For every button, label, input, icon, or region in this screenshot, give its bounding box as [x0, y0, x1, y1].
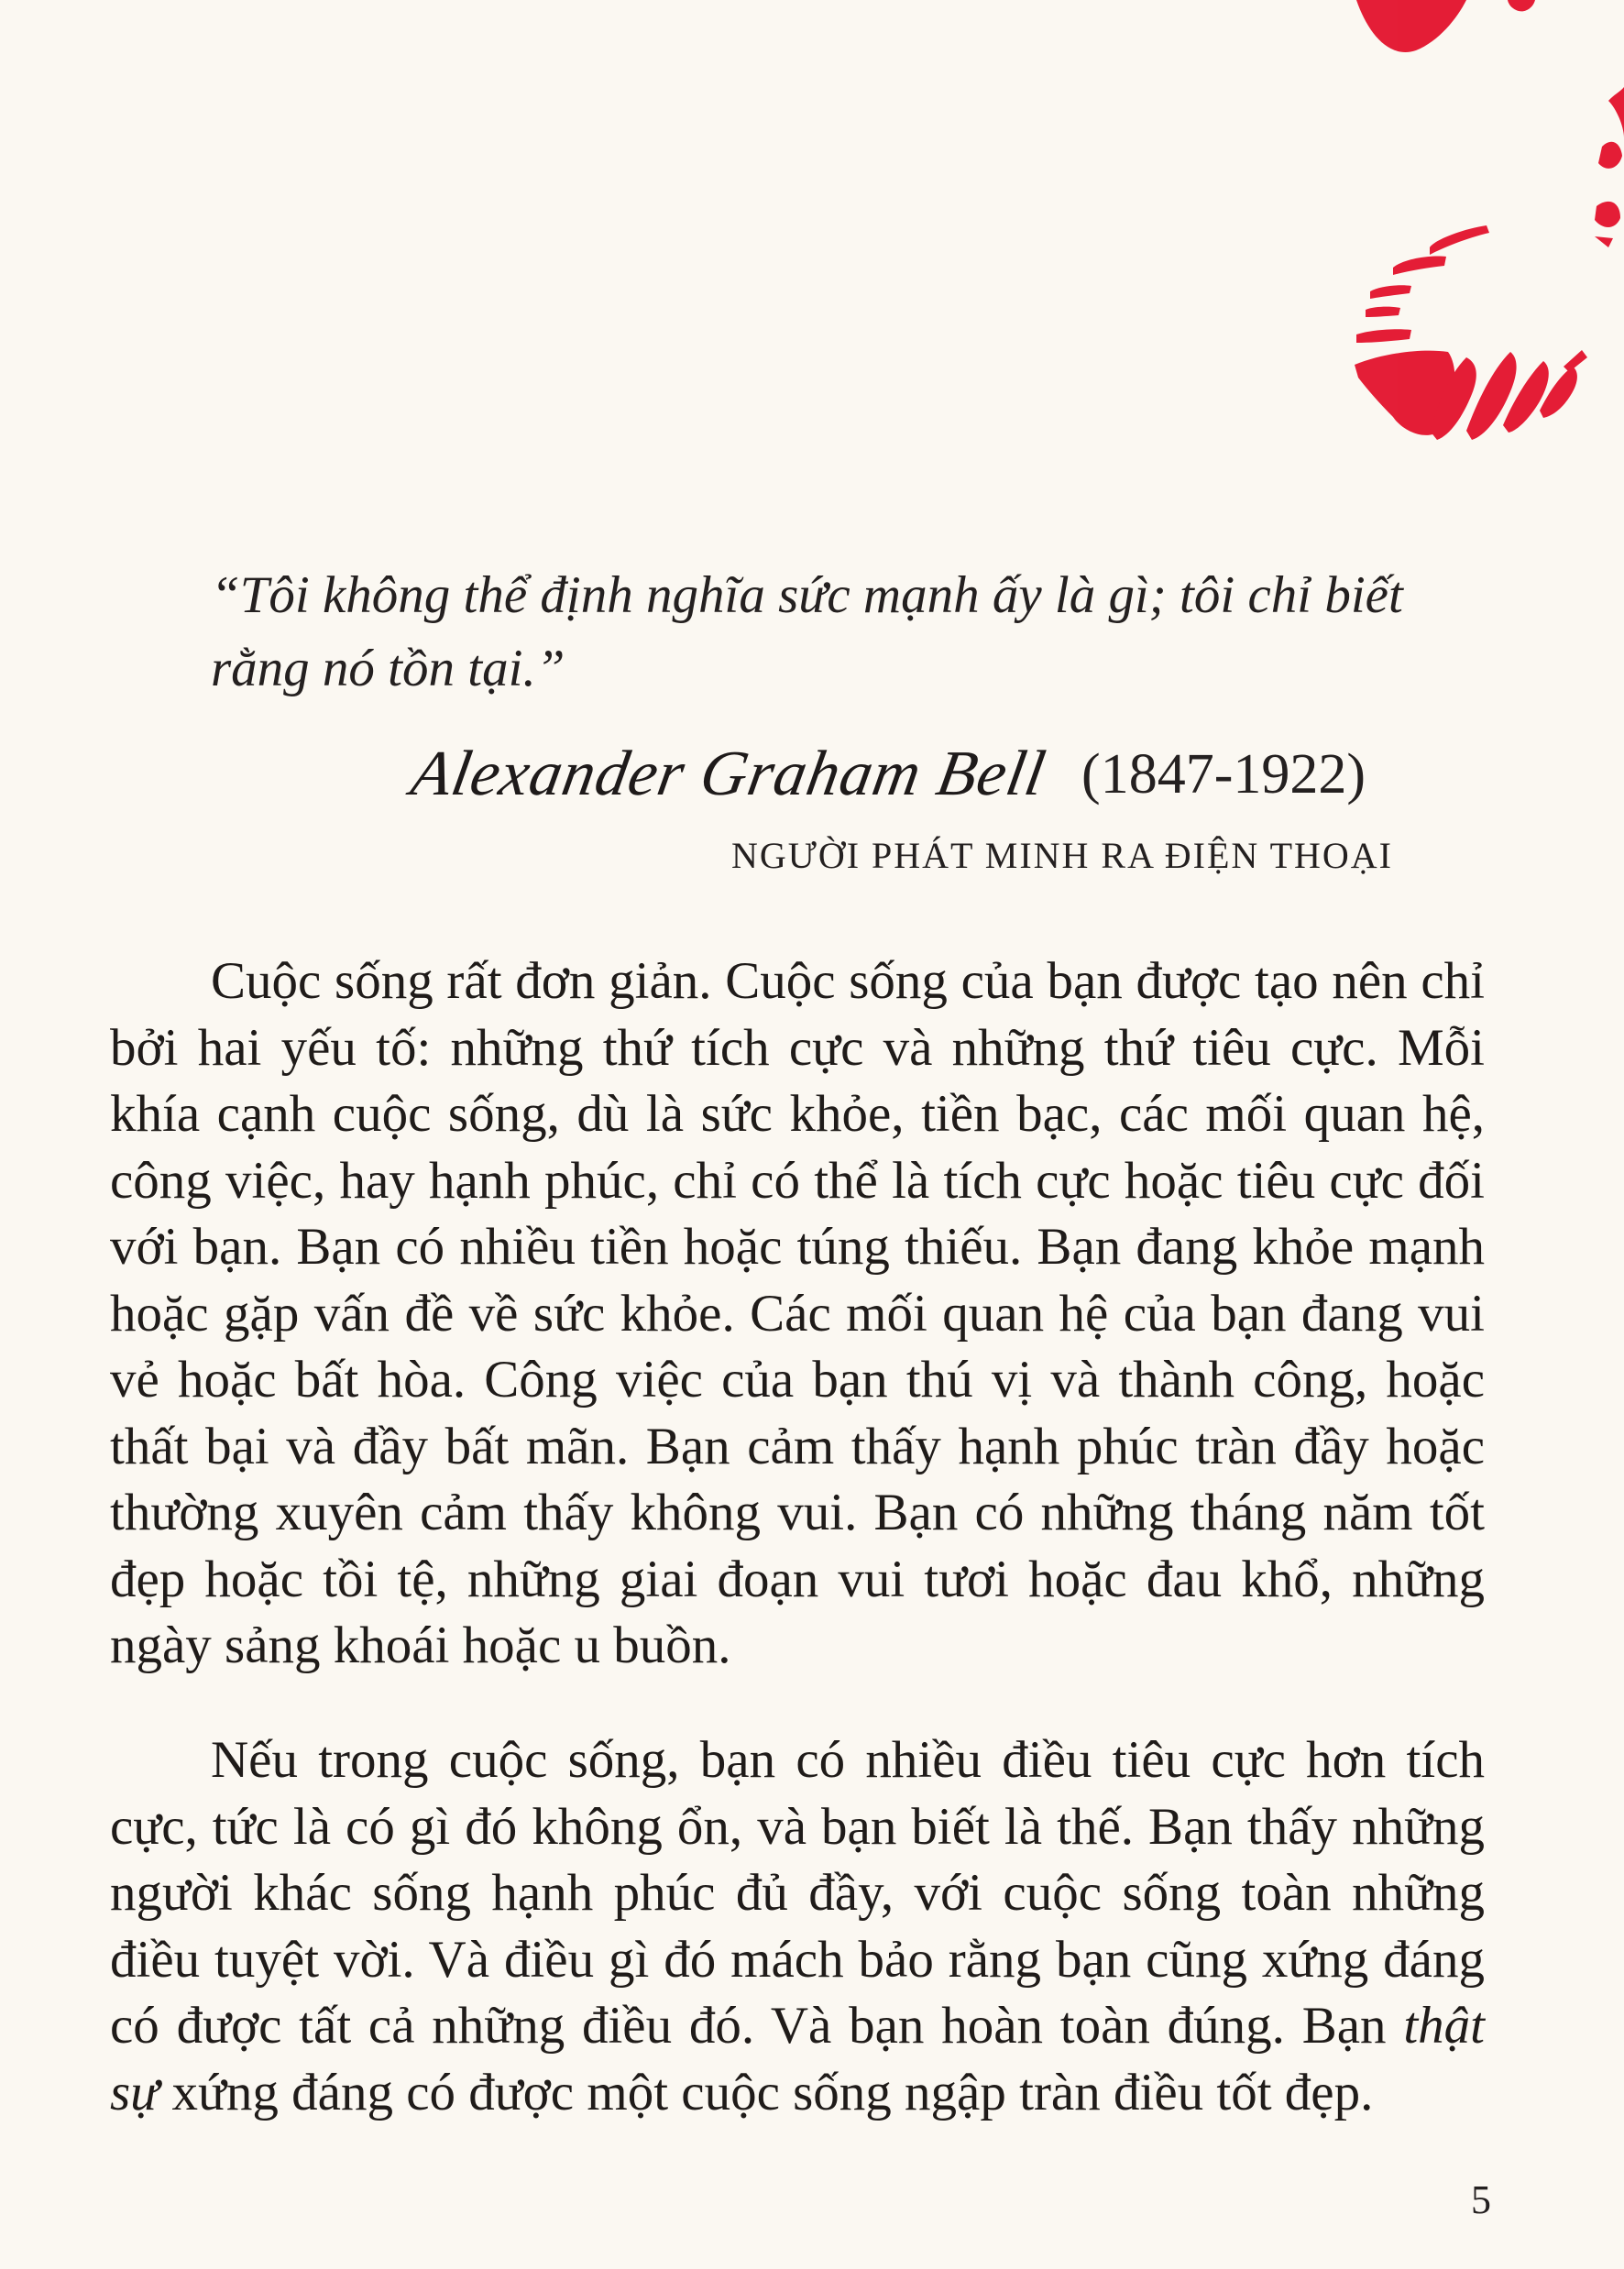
author-years: (1847-1922)	[1081, 742, 1366, 806]
body-paragraph-1: Cuộc sống rất đơn giản. Cuộc sống của bạn được tạo nên chỉ bởi hai yếu tố: những thứ tích cực và những thứ tiêu cực. Mỗi khía cạnh cuộc sống, dù là sức khỏe, tiền bạc, các mối quan hệ, công việc, hay hạnh phúc, chỉ có thể là tích cực hoặc tiêu cực đối với bạn. Bạn có nhiều tiền hoặc túng thiếu. Bạn đang khỏe mạnh hoặc gặp vấn đề về sức khỏe. Các mối quan hệ của bạn đang vui vẻ hoặc bất hòa. Công việc của bạn thú vị và thành công, hoặc thất bại và đầy bất mãn. Bạn cảm thấy hạnh phúc tràn đầy hoặc thường xuyên cảm thấy không vui. Bạn có những tháng năm tốt đẹp hoặc tồi tệ, những giai đoạn vui tươi hoặc đau khổ, những ngày sảng khoái hoặc u buồn.	[110, 952, 1485, 1674]
quote-attribution	[394, 715, 1366, 834]
body-paragraph-2	[110, 1727, 1485, 2126]
paragraph-2-text-end: xứng đáng có được một cuộc sống ngập tràn điều tốt đẹp.	[171, 2063, 1374, 2121]
author-signature: Alexander Graham Bell	[406, 739, 1051, 809]
epigraph-quote: “Tôi không thể định nghĩa sức mạnh ấy là gì; tôi chỉ biết rằng nó tồn tại.”	[211, 566, 1403, 697]
paragraph-2-emphasis: thật sự	[110, 1997, 1485, 2121]
author-caption: NGƯỜI PHÁT MINH RA ĐIỆN THOẠI	[731, 835, 1393, 876]
page-number: 5	[1471, 2177, 1491, 2222]
paragraph-2-text-start: Nếu trong cuộc sống, bạn có nhiều điều tiêu cực hơn tích cực, tức là có gì đó không ổn, và bạn biết là thế. Bạn thấy những người khác sống hạnh phúc đủ đầy, với cuộc sống toàn những điều tuyệt vời. Và điều gì đó mách bảo rằng bạn cũng xứng đáng có được tất cả những điều đó. Và bạn hoàn toàn đúng. Bạn	[110, 1731, 1485, 2055]
